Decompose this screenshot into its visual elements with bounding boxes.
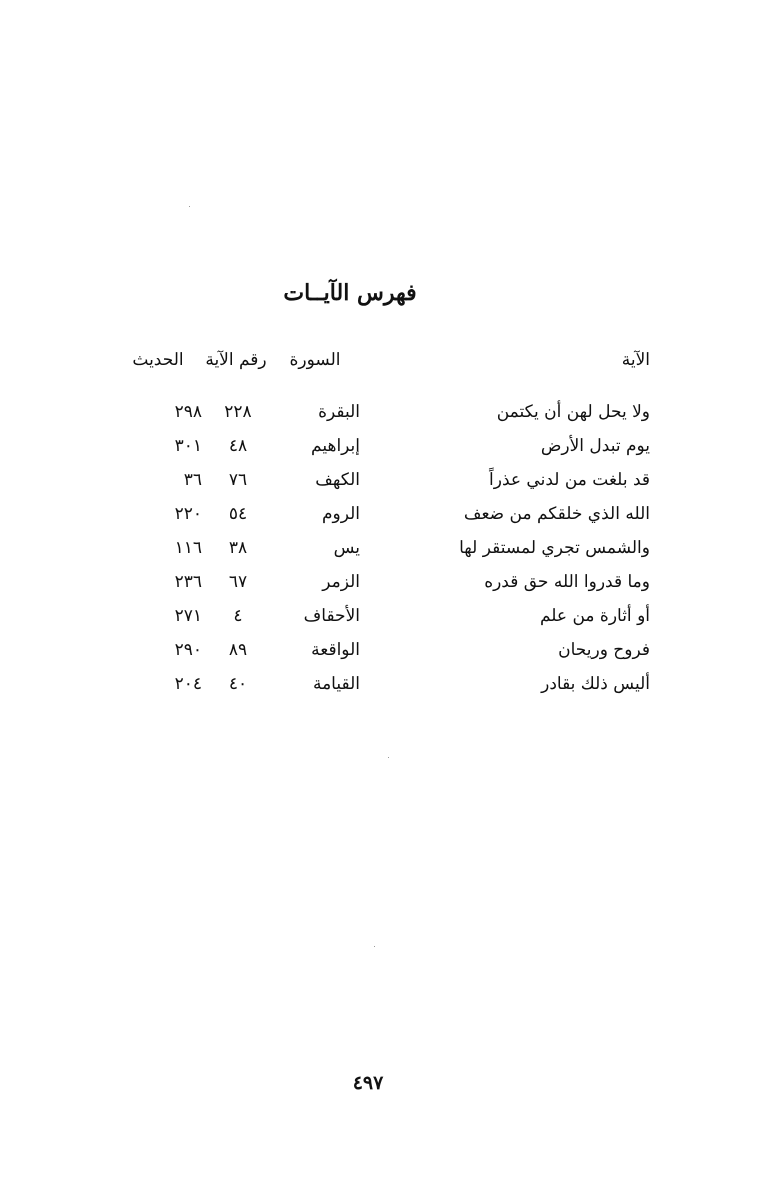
surah-name: الكهف (315, 470, 360, 490)
hadith-number: ٢٣٦ (174, 572, 202, 592)
ayah-text: فروح وريحان (558, 640, 650, 660)
ayah-text: الله الذي خلقكم من ضعف (463, 504, 650, 524)
header-surah: السورة (289, 350, 341, 370)
header-ayah: الآية (621, 350, 650, 370)
surah-name: الروم (321, 504, 360, 524)
scan-speck (374, 946, 375, 947)
table-row (70, 504, 650, 538)
hadith-number: ٢٩٠ (174, 640, 202, 660)
hadith-number: ٣٦ (183, 470, 202, 490)
hadith-number: ٢٢٠ (174, 504, 202, 524)
surah-name: الأحقاف (303, 606, 360, 626)
ayah-number: ٥٤ (228, 504, 248, 524)
ayah-number: ٦٧ (228, 572, 248, 592)
ayah-number: ٣٨ (228, 538, 248, 558)
hadith-number: ٢٧١ (174, 606, 202, 626)
surah-name: إبراهيم (311, 436, 360, 456)
table-row (70, 470, 650, 504)
verses-index-table (70, 350, 650, 708)
table-row (70, 402, 650, 436)
surah-name: البقرة (318, 402, 360, 422)
hadith-number: ١١٦ (174, 538, 202, 558)
table-row (70, 640, 650, 674)
surah-name: القيامة (312, 674, 360, 694)
ayah-text: والشمس تجري لمستقر لها (459, 538, 650, 558)
header-ayah-number: رقم الآية (205, 350, 267, 370)
surah-name: الزمر (322, 572, 360, 592)
scan-speck (189, 206, 190, 207)
scan-speck (388, 757, 389, 758)
ayah-number: ٤٨ (228, 436, 248, 456)
table-row (70, 538, 650, 572)
ayah-text: قد بلغت من لدني عذراً (489, 470, 650, 490)
table-row (70, 606, 650, 640)
ayah-number: ٢٢٨ (224, 402, 252, 422)
header-hadith: الحديث (132, 350, 184, 370)
surah-name: يس (333, 538, 360, 558)
page-number: ٤٩٧ (352, 1072, 384, 1094)
ayah-text: أليس ذلك بقادر (541, 674, 650, 694)
table-header-row (70, 350, 650, 402)
surah-name: الواقعة (311, 640, 360, 660)
ayah-text: يوم تبدل الأرض (540, 436, 650, 456)
page-title: فهرس الآيــات (283, 280, 417, 306)
ayah-number: ٤ (233, 606, 243, 626)
hadith-number: ٢٠٤ (174, 674, 202, 694)
ayah-text: أو أثارة من علم (539, 606, 650, 626)
ayah-number: ٨٩ (228, 640, 248, 660)
table-row (70, 572, 650, 606)
table-row (70, 674, 650, 708)
hadith-number: ٢٩٨ (174, 402, 202, 422)
ayah-number: ٤٠ (228, 674, 248, 694)
ayah-text: ولا يحل لهن أن يكتمن (496, 402, 650, 422)
ayah-number: ٧٦ (228, 470, 248, 490)
hadith-number: ٣٠١ (174, 436, 202, 456)
table-row (70, 436, 650, 470)
ayah-text: وما قدروا الله حق قدره (484, 572, 650, 592)
